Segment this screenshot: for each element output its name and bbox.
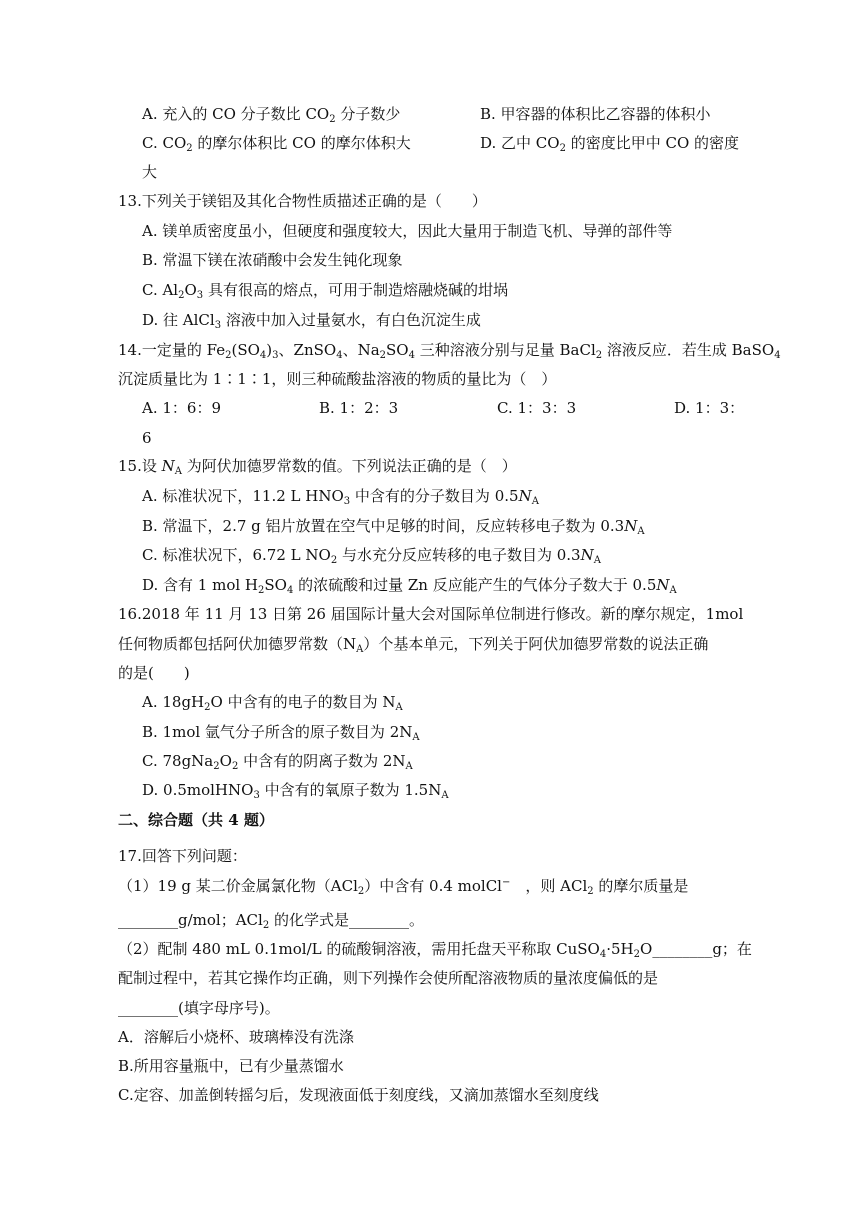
q15-option-c: C. 标准状况下，6.72 L $NO_2$ 与水充分反应转移的电子数目为 $0.3N_A$ [142, 546, 601, 566]
q16-option-c: C. $78gNa_2O_2$ 中含有的阴离子数为 $2N_A$ [142, 752, 413, 772]
q14-option-b: B. 1：2：3 [319, 399, 399, 417]
q16-stem-line3: 的是( ) [118, 664, 190, 682]
q13-option-b: B. 常温下镁在浓硝酸中会发生钝化现象 [142, 251, 403, 269]
q16-stem-line2: 任何物质都包括阿伏加德罗常数$(N_A)$个基本单元，下列关于阿伏加德罗常数的说法正确 [118, 635, 709, 655]
q17-part2-line3: ________(填字母序号)。 [118, 999, 280, 1017]
q15-stem: 15.设 $N_A$ 为阿伏加德罗常数的值。下列说法正确的是（ ） [118, 457, 517, 477]
q13-option-d: D. 往 AlCl$_3$ 溶液中加入过量氨水，有白色沉淀生成 [142, 311, 481, 331]
answer-blank: ________ [118, 911, 178, 929]
q12-option-d-cont: 大 [142, 163, 158, 181]
q13-option-c: C. $Al_2O_3$ 具有很高的熔点，可用于制造熔融烧碱的坩埚 [142, 281, 508, 301]
q13-option-a: A. 镁单质密度虽小，但硬度和强度较大，因此大量用于制造飞机、导弹的部件等 [142, 222, 673, 240]
q16-stem-line1: 16.2018 年 11 月 13 日第 26 届国际计量大会对国际单位制进行修改。新的摩尔规定，1mol [118, 605, 744, 623]
q15-option-d: D. 含有 1 mol $H_2SO_4$ 的浓硫酸和过量 Zn 反应能产生的气体分子数大于 $0.5N_A$ [142, 576, 677, 596]
q13-stem: 13.下列关于镁铝及其化合物性质描述正确的是（ ） [118, 192, 487, 210]
q14-option-c: C. 1：3：3 [497, 399, 577, 417]
q17-part2-line1: （2）配制 480 mL 0.1mol/L 的硫酸铜溶液，需用托盘天平称取 $CuSO_4\cdot 5H_2O\_\_\_\_\_\_\_\_g$；在 [118, 940, 752, 960]
q17-stem: 17.回答下列问题： [118, 847, 247, 865]
q14-option-a: A. 1：6：9 [142, 399, 221, 417]
q12-option-b: B. 甲容器的体积比乙容器的体积小 [480, 105, 711, 123]
q12-option-a: A. 充入的 CO 分子数比 $CO_2$ 分子数少 [142, 105, 401, 125]
q14-stem-line1: 14.一定量的 $Fe_2(SO_4)_3$、ZnSO$_4$、$Na_2SO_4$ 三种溶液分别与足量 BaCl$_2$ 溶液反应．若生成 BaSO$_4$ [118, 341, 781, 361]
answer-blank: ________ [118, 999, 178, 1017]
q17-part1-line2: ________g/mol；ACl$_2$ 的化学式是________。 [118, 911, 424, 931]
q17-part2-line2: 配制过程中，若其它操作均正确，则下列操作会使所配溶液物质的量浓度偏低的是 [118, 969, 659, 987]
q12-option-c: C. $CO_2$ 的摩尔体积比 CO 的摩尔体积大 [142, 134, 411, 154]
q16-option-d: D. 0.5molHNO$_3$ 中含有的氧原子数为 $1.5N_A$ [142, 781, 449, 801]
q14-option-d-cont: 6 [142, 429, 152, 447]
q16-option-a: A. $18gH_2O$ 中含有的电子的数目为 $N_A$ [142, 693, 403, 713]
q14-option-d: D. 1：3： [674, 399, 745, 417]
answer-blank: ________ [348, 911, 409, 929]
q15-option-b: B. 常温下，2.7 g 铝片放置在空气中足够的时间，反应转移电子数为 $0.3N_A$ [142, 517, 645, 537]
section-heading: 二、综合题（共 4 题） [118, 811, 274, 829]
q17-option-c: C.定容、加盖倒转摇匀后，发现液面低于刻度线，又滴加蒸馏水至刻度线 [118, 1086, 599, 1104]
q16-option-b: B. 1mol 氩气分子所含的原子数目为 $2N_A$ [142, 723, 420, 743]
answer-blank: ________ [652, 940, 713, 958]
q17-option-a: A．溶解后小烧杯、玻璃棒没有洗涤 [118, 1028, 354, 1046]
q14-stem-line2: 沉淀质量比为 1∶1∶1，则三种硫酸盐溶液的物质的量比为（ ） [118, 370, 557, 388]
q17-option-b: B.所用容量瓶中，已有少量蒸馏水 [118, 1057, 344, 1075]
q12-option-d: D. 乙中 $CO_2$ 的密度比甲中 CO 的密度 [480, 134, 740, 154]
q17-part1-line1: （1）19 g 某二价金属氯化物（ACl$_2$）中含有 0.4 molCl− ，则 ACl$_2$ 的摩尔质量是 [118, 877, 689, 897]
q15-option-a: A. 标准状况下，11.2 L $HNO_3$ 中含有的分子数目为 $0.5N_A$ [142, 487, 539, 507]
